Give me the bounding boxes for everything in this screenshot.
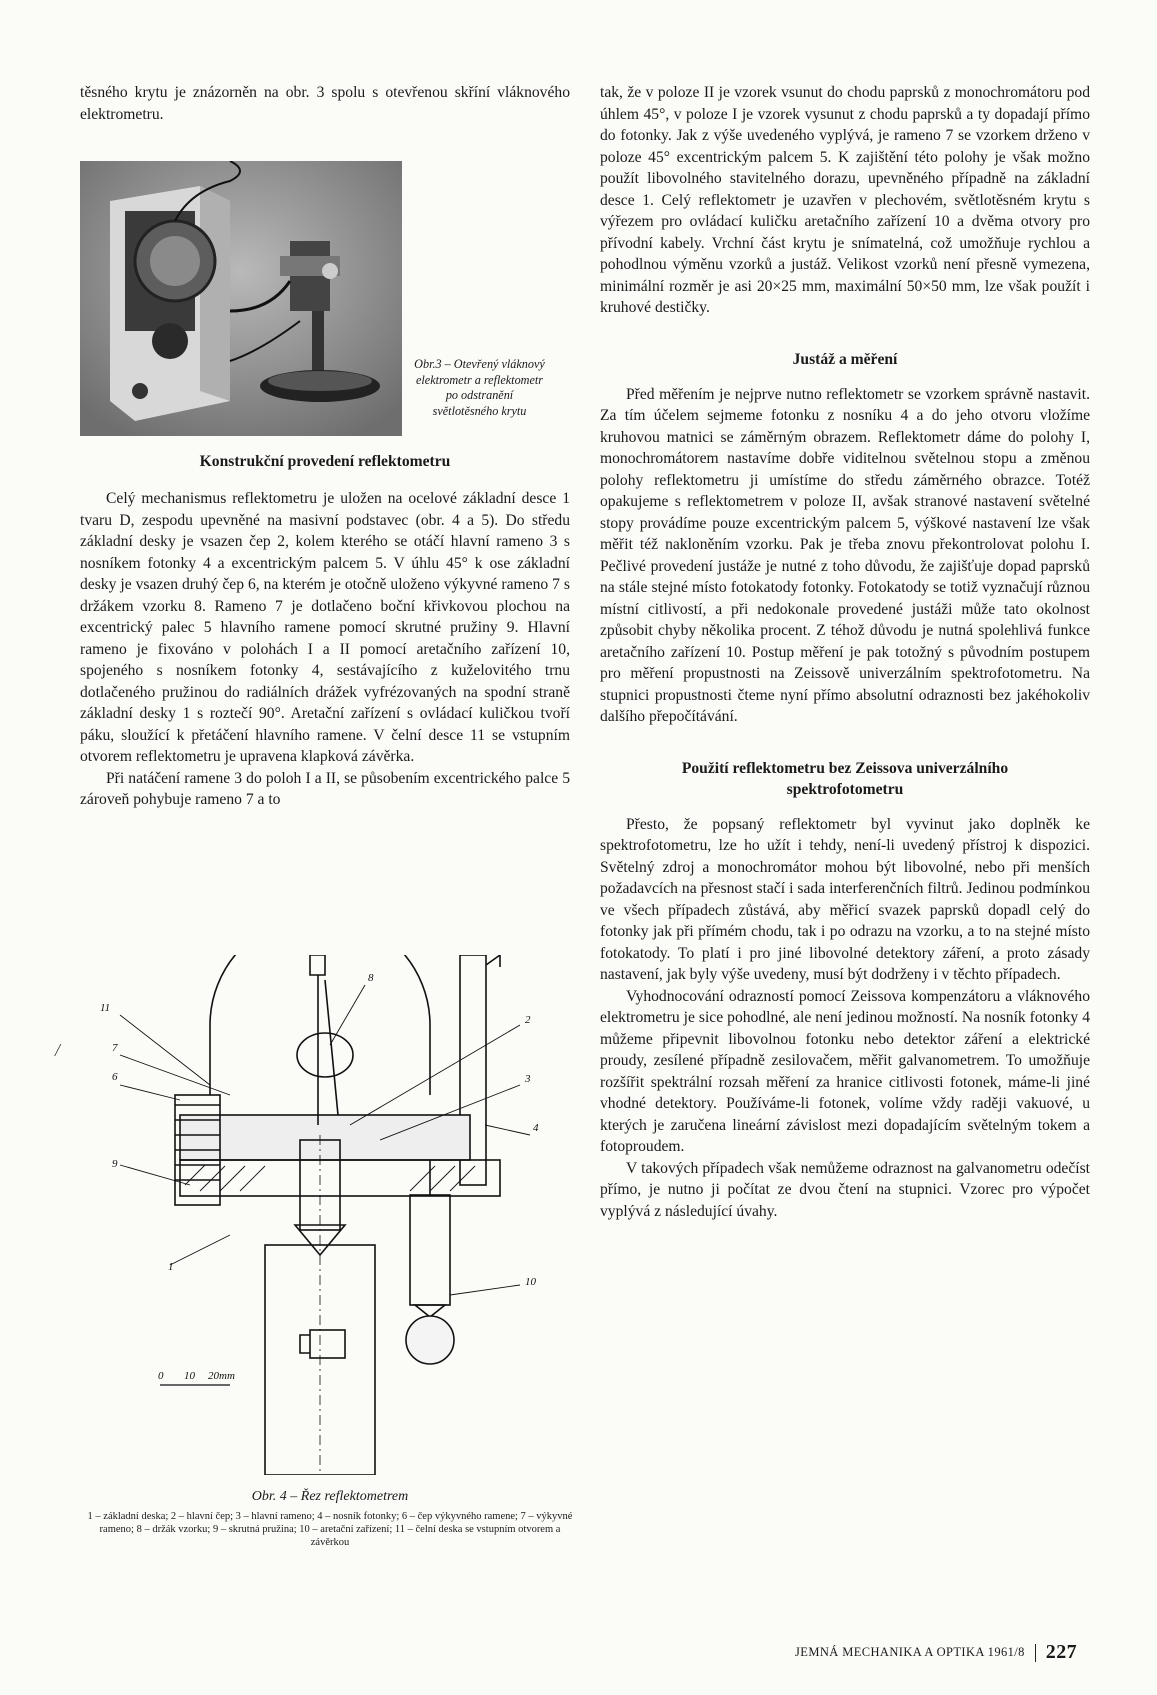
figure-4 — [80, 955, 580, 1475]
intro-paragraph: těsného krytu je znázorněn na obr. 3 spolu s otevřenou skříní vláknového elektrometru. — [80, 84, 570, 123]
construction-paragraph-2: Při natáčení ramene 3 do poloh I a II, se působením excentrického palce 5 zároveň pohybuje rameno 7 a to — [80, 769, 570, 808]
fig4-label: 10 — [525, 1276, 536, 1288]
fig4-label: 6 — [112, 1071, 118, 1083]
fig4-caption-title: Obr. 4 – Řez reflektometrem — [251, 1489, 409, 1504]
section-heading-usage: Použití reflektometru bez Zeissova univerzálního spektrofotometru — [681, 759, 1009, 798]
section-heading-adjustment: Justáž a měření — [792, 350, 898, 368]
fig4-label: 3 — [525, 1073, 531, 1085]
fig4-caption-legend: 1 – základní deska; 2 – hlavní čep; 3 – hlavní rameno; 4 – nosník fotonky; 6 – čep výkyvného ramene; 7 – výkyvné rameno; 8 – držák vzorku; 9 – skrutná pružina; 10 – aretační zařízení; 11 – čelní deska se vstupním otvorem a závěrkou — [87, 1511, 573, 1548]
fig4-label: 8 — [368, 972, 374, 984]
fig3-photo — [80, 161, 402, 436]
scale-label: 10 — [184, 1370, 195, 1382]
scale-label: 20mm — [208, 1370, 235, 1382]
continued-paragraph: tak, že v poloze II je vzorek vsunut do chodu paprsků z monochromátoru pod úhlem 45°, v poloze I je vzorek vysunut z chodu paprsků a ty dopadají přímo do fotonky. Jak z výše uvedeného vyplývá, je rameno 7 se vzorkem drženo v poloze 45° excentrickým palcem 5. K zajištění této polohy je však možno použít libovolného stavitelného dorazu, upevněného případně na základní desce 1. Celý reflektometr je uzavřen v plechovém, světlotěsném krytu s výřezem pro ovládací kuličku aretačního zařízení 10 a dvěma otvory pro přívodní kabely. Vrchní část krytu je snímatelná, což umožňuje rychlou a pohodlnou výměnu vzorků a justáž. Velikost vzorků není přesně vymezena, minimální rozměr je asi 20×25 mm, maximální 50×50 mm, lze však použít i kruhové destičky. — [600, 84, 1090, 316]
adjustment-paragraph: Před měřením je nejprve nutno reflektometr se vzorkem správně nastavit. Za tím účelem sejmeme fotonku z nosníku 4 a do jeho otvoru vložíme kruhovou matnici se záměrným obrazem. Reflektometr dáme do polohy I, monochromátorem nastavíme dobře viditelnou světelnou stopu a změnou polohy reflektometru ji umístíme do středu záměrného obrazce. Totéž opakujeme s reflektometrem v poloze II, avšak stranové nastavení světelné stopy provádíme pouze excentrickým palcem 5, výškové nastavení lze však měřit též nakloněním vzorku. Pak je třeba znovu překontrolovat polohu I. Pečlivé provedení justáže je nutné z toho důvodu, že zajišťuje dopad paprsků na stále stejné místo fotokatody fotonky. Fotokatody se totiž vyznačují různou místní citlivostí, a při nedokonale provedené justáži může tato okolnost způsobit chyby několika procent. Z téhož důvodu je nutná spolehlivá funkce aretačního zařízení 10. Postup měření je pak totožný s původním postupem pro měření propustnosti na Zeissově univerzálním spektrofotometru. Na stupnici propustnosti čteme nyní přímo absolutní odraznosti bez jakéhokoliv dalšího přepočítávání. — [600, 385, 1090, 725]
fig3-caption: Obr.3 – Otevřený vláknový elektrometr a reflektometr po odstranění světlotěsného krytu — [414, 357, 545, 418]
left-column — [80, 82, 570, 811]
fig4-label: 7 — [112, 1042, 118, 1054]
margin-mark: / — [55, 1040, 61, 1060]
fig4-label: 4 — [533, 1122, 539, 1134]
fig4-label: 11 — [100, 1002, 111, 1014]
scale-label: 0 — [158, 1370, 164, 1382]
fig4-label: 9 — [112, 1158, 118, 1170]
fig4-label: 2 — [525, 1014, 531, 1026]
footer-divider — [1035, 1644, 1036, 1662]
section-heading-construction: Konstrukční provedení reflektometru — [199, 453, 451, 470]
page-footer — [795, 1641, 1077, 1664]
page-number: 227 — [1045, 1641, 1077, 1663]
figure-3 — [80, 161, 570, 451]
fig4-section-drawing — [80, 955, 580, 1475]
fig4-label: 1 — [168, 1261, 174, 1273]
construction-paragraph-1: Celý mechanismus reflektometru je uložen na ocelové základní desce 1 tvaru D, zespodu upevněné na masivní podstavec (obr. 4 a 5). Do středu základní desky je vsazen čep 2, kolem kterého se otáčí hlavní rameno 3 s nosníkem fotonky 4 a excentrickým palcem 5. V úhlu 45° k ose základní desky je vsazen druhý čep 6, na kterém je otočně uloženo výkyvné rameno 7 s držákem vzorku 8. Rameno 7 je dotlačeno boční křivkovou plochou na excentrický palec 5 hlavního ramene pomocí skrutné pružiny 9. Hlavní rameno je fixováno v polohách I a II pomocí aretačního zařízení 10, spojeného s nosníkem fotonky 4, sestávajícího z kuželovitého trnu dotlačeného pružinou do radiálních drážek vyfrézovaných na spodní straně základní desky 1 s roztečí 90°. Aretační zařízení s ovládací kuličkou tvoří páku, sloužící k přetáčení hlavního ramene. V čelní desce 11 se vstupním otvorem reflektometru je upravena klapková závěrka. — [80, 490, 570, 765]
right-column — [600, 82, 1090, 1222]
journal-name: JEMNÁ MECHANIKA A OPTIKA 1961/8 — [795, 1645, 1025, 1659]
usage-paragraph-3: V takových případech však nemůžeme odraznost na galvanometru odečíst přímo, je nutno ji počítat ze dvou čtení na stupnici. Vzorec pro výpočet vyplývá z následující úvahy. — [600, 1159, 1090, 1220]
usage-paragraph-2: Vyhodnocování odrazností pomocí Zeissova kompenzátoru a vláknového elektrometru je sice pohodlné, ale není jedinou možností. Na nosník fotonky 4 můžeme připevnit libovolnou fotonku nebo detektor záření a elektrické proudy, zesílené případně zesilovačem, měřit galvanometrem. To umožňuje rozšířit spektrální rozsah měření za hranice citlivosti fotonek, máme-li jiné vhodné detektory. Používáme-li fotonek, volíme vždy raději vakuové, u kterých je zaručena lineární závislost mezi dopadajícím světelným tokem a fotoproudem. — [600, 987, 1090, 1155]
usage-paragraph-1: Přesto, že popsaný reflektometr byl vyvinut jako doplněk ke spektrofotometru, lze ho užít i tehdy, není-li uvedený přístroj k dispozici. Světelný zdroj a monochromátor mohou být libovolné, nebo při menších požadavcích na přesnost stačí i sada interferenčních filtrů. Jedinou podmínkou ve všech případech zůstává, aby měřicí svazek paprsků dopadl celý do fotonky jak při přímém chodu, tak i po odrazu na vzorku, a to na stejné místo fotokatody. To platí i pro jiné libovolné detektory záření, a proto zásady nastavení, jak byly výše uvedeny, musí být dodrženy i v těchto případech. — [600, 815, 1090, 983]
